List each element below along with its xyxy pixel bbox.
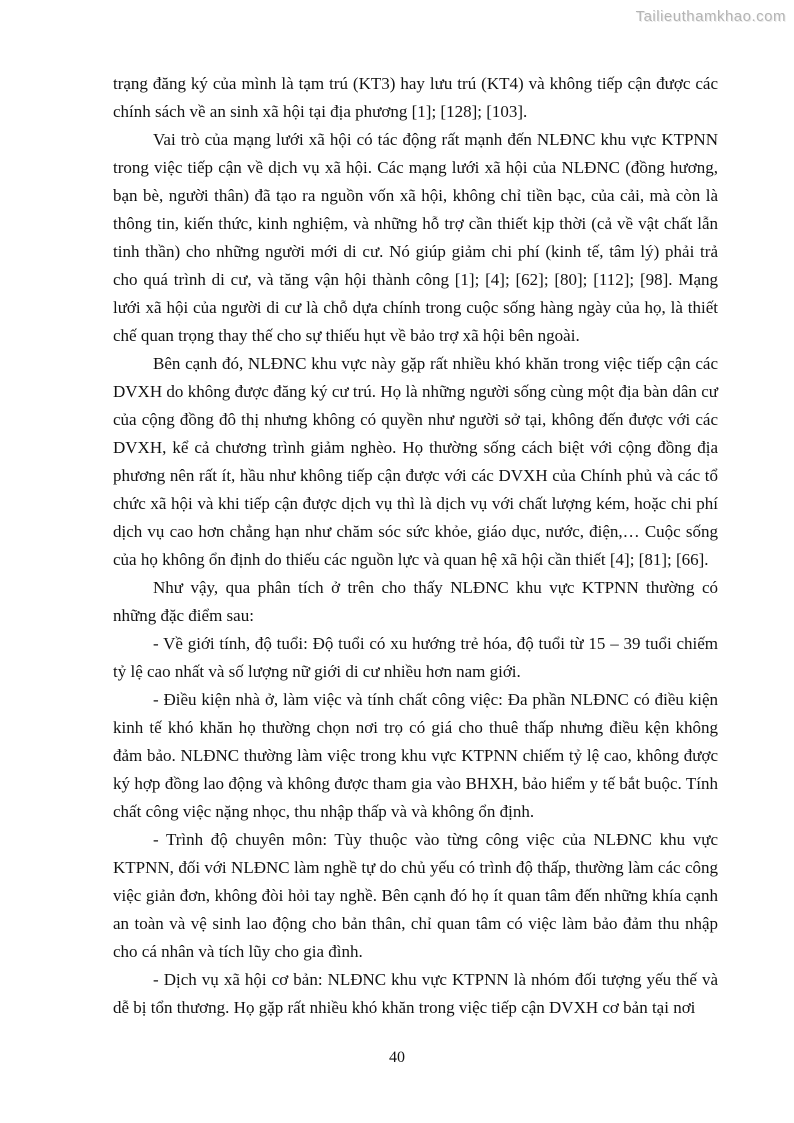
bullet-basic-social-services: - Dịch vụ xã hội cơ bản: NLĐNC khu vực KTPNN là nhóm đối tượng yếu thế và dễ bị tổn thương. Họ gặp rất nhiều khó khăn trong việc tiếp cận DVXH cơ bản tại nơi (113, 970, 718, 1017)
paragraph-difficulties-access: Bên cạnh đó, NLĐNC khu vực này gặp rất nhiều khó khăn trong việc tiếp cận các DVXH do không được đăng ký cư trú. Họ là những người sống cùng một địa bàn dân cư của cộng đồng đô thị nhưng không có quyền như người sở tại, không đến được với các DVXH, kể cả chương trình giảm nghèo. Họ thường sống cách biệt với cộng đồng địa phương nên rất ít, hầu như không tiếp cận được với các DVXH của Chính phủ và các tổ chức xã hội và khi tiếp cận được dịch vụ thì là dịch vụ với chất lượng kém, hoặc chi phí dịch vụ cao hơn chẳng hạn như chăm sóc sức khỏe, giáo dục, nước, điện,… Cuộc sống của họ không ổn định do thiếu các nguồn lực và quan hệ xã hội cần thiết [4]; [81]; [66]. (113, 354, 718, 569)
bullet-professional-level: - Trình độ chuyên môn: Tùy thuộc vào từng công việc của NLĐNC khu vực KTPNN, đối với NLĐNC làm nghề tự do chủ yếu có trình độ thấp, thường làm các công việc giản đơn, không đòi hỏi tay nghề. Bên cạnh đó họ ít quan tâm đến những khía cạnh an toàn và vệ sinh lao động cho bản thân, chỉ quan tâm có việc làm bảo đảm thu nhập cho cá nhân và tích lũy cho gia đình. (113, 830, 718, 961)
paragraph-social-network-role: Vai trò của mạng lưới xã hội có tác động rất mạnh đến NLĐNC khu vực KTPNN trong việc tiếp cận về dịch vụ xã hội. Các mạng lưới xã hội của NLĐNC (đồng hương, bạn bè, người thân) đã tạo ra nguồn vốn xã hội, không chỉ tiền bạc, của cải, mà còn là thông tin, kiến thức, kinh nghiệm, và những hỗ trợ cần thiết kịp thời (cả về vật chất lẫn tinh thần) cho những người mới di cư. Nó giúp giảm chi phí (kinh tế, tâm lý) phải trả cho quá trình di cư, và tăng vận hội thành công [1]; [4]; [62]; [80]; [112]; [98]. Mạng lưới xã hội của người di cư là chỗ dựa chính trong cuộc sống hàng ngày của họ, là thiết chế quan trọng thay thế cho sự thiếu hụt về bảo trợ xã hội bên ngoài. (113, 130, 718, 345)
watermark-text: Tailieuthamkhao.com (635, 8, 786, 25)
paragraph-summary-intro: Như vậy, qua phân tích ở trên cho thấy NLĐNC khu vực KTPNN thường có những đặc điểm sau: (113, 578, 718, 625)
page-number: 40 (389, 1049, 405, 1066)
page-body (113, 70, 718, 1022)
bullet-gender-age: - Về giới tính, độ tuổi: Độ tuổi có xu hướng trẻ hóa, độ tuổi từ 15 – 39 tuổi chiếm tỷ lệ cao nhất và số lượng nữ giới di cư nhiều hơn nam giới. (113, 634, 718, 681)
paragraph-continuation: trạng đăng ký của mình là tạm trú (KT3) hay lưu trú (KT4) và không tiếp cận được các chính sách về an sinh xã hội tại địa phương [1]; [128]; [103]. (113, 74, 718, 121)
bullet-housing-work-conditions: - Điều kiện nhà ở, làm việc và tính chất công việc: Đa phần NLĐNC có điều kiện kinh tế khó khăn họ thường chọn nơi trọ có giá cho thuê thấp nhưng điều kện không đảm bảo. NLĐNC thường làm việc trong khu vực KTPNN chiếm tỷ lệ cao, không được ký hợp đồng lao động và không được tham gia vào BHXH, bảo hiểm y tế bắt buộc. Tính chất công việc nặng nhọc, thu nhập thấp và và không ổn định. (113, 690, 718, 821)
